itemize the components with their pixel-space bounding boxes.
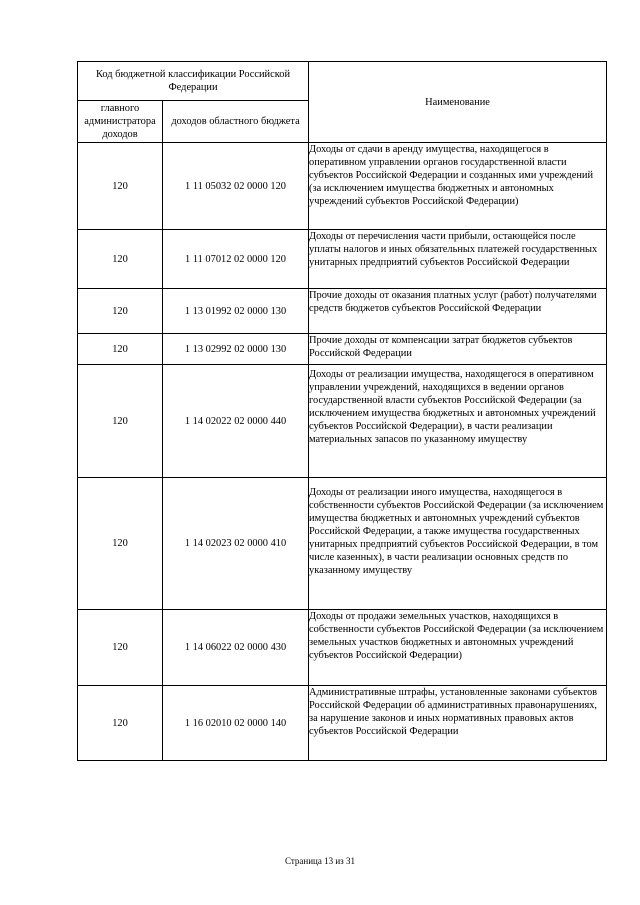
row-name-cell: Прочие доходы от компенсации затрат бюджетов субъектов Российской Федерации xyxy=(309,334,607,365)
header-admin: главного администратора доходов xyxy=(78,101,163,143)
header-row-group xyxy=(78,62,607,101)
row-admin-cell: 120 xyxy=(78,610,163,686)
row-name-cell: Доходы от реализации имущества, находящегося в оперативном управлении учреждений, находящихся в ведении органов государственной власти субъектов Российской Федерации (за исключением имущества бюджетных и автономных учреждений субъектов Российской Федерации), в части реализации материальных запасов по указанному имуществу xyxy=(309,365,607,478)
table-row xyxy=(78,478,607,610)
page-number: Страница 13 из 31 xyxy=(285,856,355,866)
header-code: доходов областного бюджета xyxy=(163,101,309,143)
row-admin-cell: 120 xyxy=(78,230,163,289)
row-code-cell: 1 13 02992 02 0000 130 xyxy=(163,334,309,365)
row-name-cell: Доходы от продажи земельных участков, находящихся в собственности субъектов Российской Федерации (за исключением земельных участков бюджетных и автономных учреждений субъектов Российской Федерации) xyxy=(309,610,607,686)
table-row xyxy=(78,289,607,334)
row-code-cell: 1 14 06022 02 0000 430 xyxy=(163,610,309,686)
table-row xyxy=(78,230,607,289)
row-name-cell: Доходы от сдачи в аренду имущества, находящегося в оперативном управлении органов государственной власти субъектов Российской Федерации и созданных ими учреждений (за исключением имущества бюджетных и автономных учреждений субъектов Российской Федерации) xyxy=(309,143,607,230)
row-name-cell: Доходы от реализации иного имущества, находящегося в собственности субъектов Российской Федерации (за исключением имущества бюджетных и автономных учреждений субъектов Российской Федерации, а также имущества государственных унитарных предприятий субъектов Российской Федерации, в том числе казенных), в части реализации основных средств по указанному имуществу xyxy=(309,478,607,610)
row-code-cell: 1 13 01992 02 0000 130 xyxy=(163,289,309,334)
row-name-cell: Административные штрафы, установленные законами субъектов Российской Федерации об административных правонарушениях, за нарушение законов и иных нормативных правовых актов субъектов Российской Федерации xyxy=(309,686,607,761)
table-row xyxy=(78,610,607,686)
row-code-cell: 1 14 02023 02 0000 410 xyxy=(163,478,309,610)
row-admin-cell: 120 xyxy=(78,143,163,230)
row-admin-cell: 120 xyxy=(78,478,163,610)
row-admin-cell: 120 xyxy=(78,686,163,761)
budget-classification-table xyxy=(77,61,607,761)
row-code-cell: 1 11 05032 02 0000 120 xyxy=(163,143,309,230)
table-row xyxy=(78,143,607,230)
header-name: Наименование xyxy=(309,62,607,143)
row-code-cell: 1 16 02010 02 0000 140 xyxy=(163,686,309,761)
row-admin-cell: 120 xyxy=(78,289,163,334)
header-classification-code: Код бюджетной классификации Российской Федерации xyxy=(78,62,309,101)
row-name-cell: Прочие доходы от оказания платных услуг (работ) получателями средств бюджетов субъектов Российской Федерации xyxy=(309,289,607,334)
row-name-cell: Доходы от перечисления части прибыли, остающейся после уплаты налогов и иных обязательных платежей государственных унитарных предприятий субъектов Российской Федерации xyxy=(309,230,607,289)
row-admin-cell: 120 xyxy=(78,334,163,365)
row-code-cell: 1 11 07012 02 0000 120 xyxy=(163,230,309,289)
table-row xyxy=(78,686,607,761)
row-code-cell: 1 14 02022 02 0000 440 xyxy=(163,365,309,478)
table-row xyxy=(78,365,607,478)
row-admin-cell: 120 xyxy=(78,365,163,478)
table-row xyxy=(78,334,607,365)
